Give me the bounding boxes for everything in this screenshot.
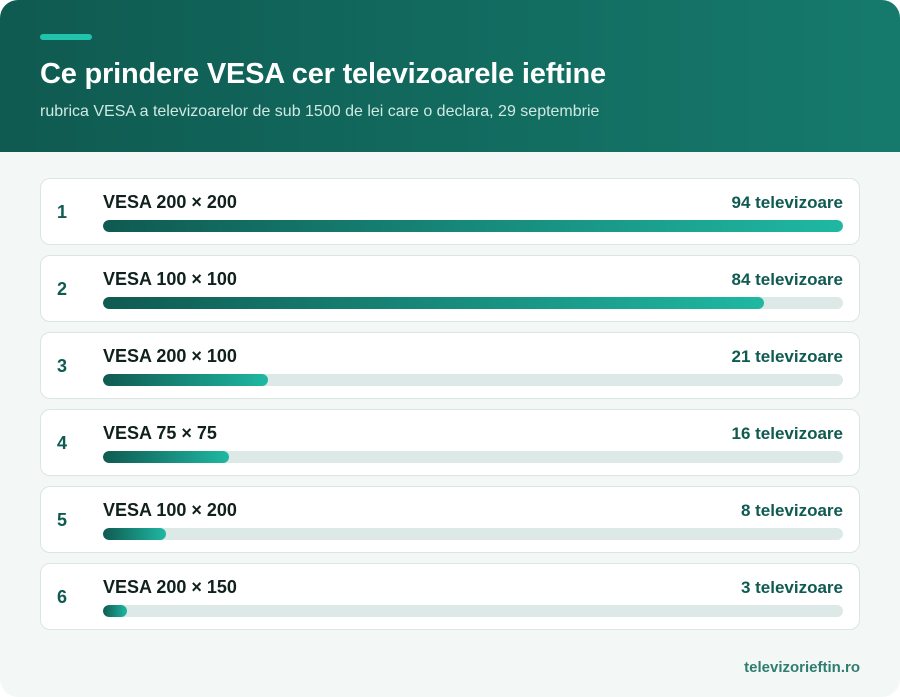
bar-row [40, 486, 860, 553]
bar-row [40, 178, 860, 245]
bar [103, 297, 764, 309]
bar-track [103, 374, 843, 386]
category-label: VESA 100 × 100 [103, 269, 237, 289]
bar-track [103, 220, 843, 232]
bar [103, 451, 229, 463]
value-label: 84 televizoare [731, 270, 843, 289]
value-label: 94 televizoare [731, 193, 843, 212]
rank-label: 5 [57, 510, 68, 530]
rank-label: 4 [57, 433, 68, 453]
value-label: 16 televizoare [731, 424, 843, 443]
accent-bar [40, 34, 92, 40]
bar-row [40, 255, 860, 322]
bar-track [103, 297, 843, 309]
bar [103, 528, 166, 540]
value-label: 21 televizoare [731, 347, 843, 366]
category-label: VESA 100 × 200 [103, 500, 237, 520]
bar-row [40, 563, 860, 630]
bar-row [40, 332, 860, 399]
rank-label: 2 [57, 279, 68, 299]
category-label: VESA 200 × 100 [103, 346, 237, 366]
bar [103, 605, 127, 617]
category-label: VESA 200 × 150 [103, 577, 237, 597]
bar-track [103, 528, 843, 540]
source-label: televizorieftin.ro [744, 659, 860, 676]
category-label: VESA 200 × 200 [103, 192, 237, 212]
chart-title: Ce prindere VESA cer televizoarele ieftine [40, 58, 606, 90]
chart-subtitle: rubrica VESA a televizoarelor de sub 1500 de lei care o declara, 29 septembrie [40, 103, 600, 120]
bar-row [40, 409, 860, 476]
bar-track [103, 451, 843, 463]
header [0, 0, 900, 152]
value-label: 8 televizoare [740, 501, 843, 520]
rank-label: 1 [57, 202, 68, 222]
rank-label: 3 [57, 356, 68, 376]
value-label: 3 televizoare [740, 578, 843, 597]
bar-track [103, 605, 843, 617]
bar [103, 220, 843, 232]
bar [103, 374, 268, 386]
rank-label: 6 [57, 587, 68, 607]
category-label: VESA 75 × 75 [103, 423, 217, 443]
bar-list [40, 178, 860, 640]
